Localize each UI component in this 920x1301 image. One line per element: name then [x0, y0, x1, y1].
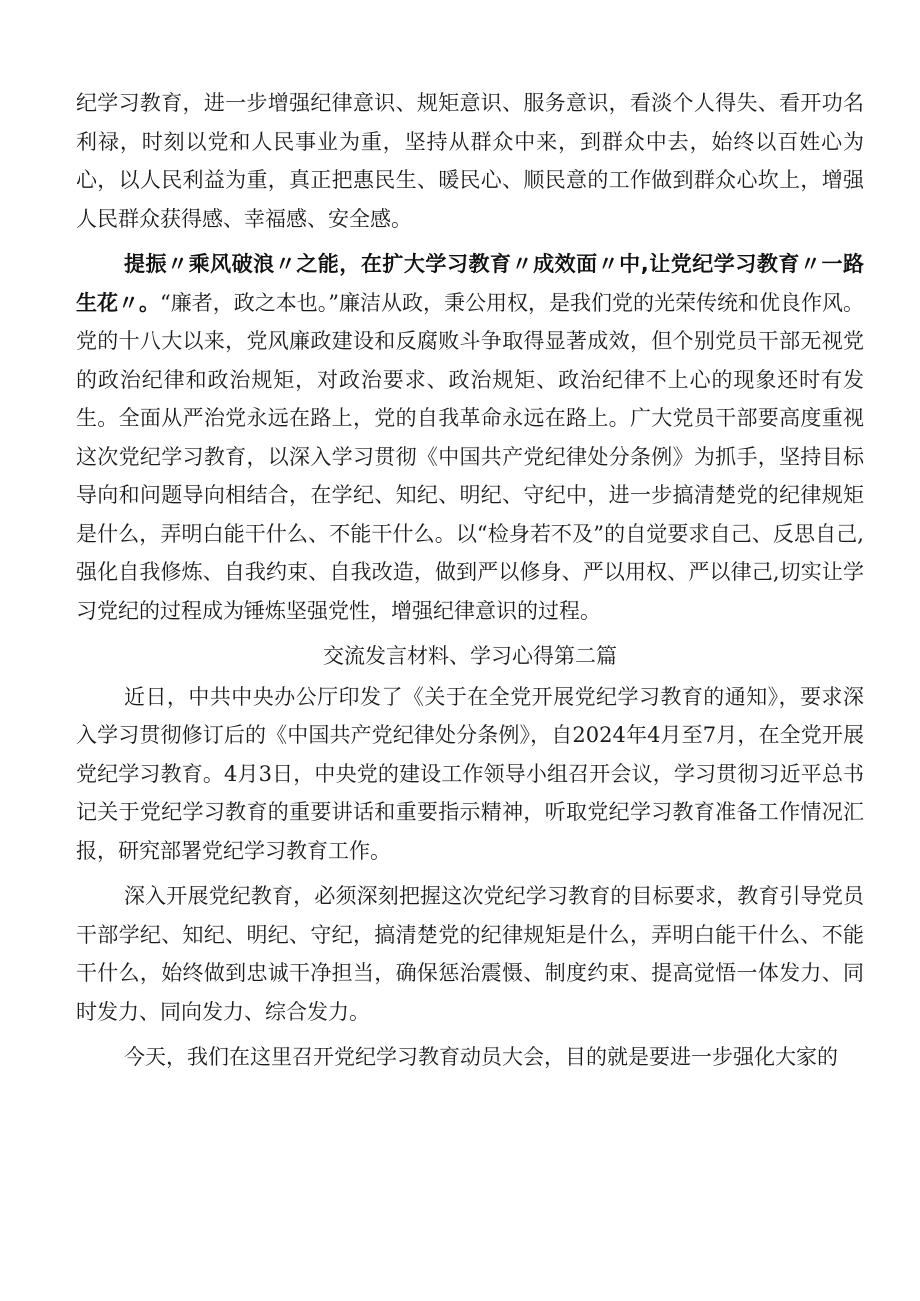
- paragraph-4: 深入开展党纪教育，必须深刻把握这次党纪学习教育的目标要求，教育引导党员干部学纪、知纪、明纪、守纪，搞清楚党的纪律规矩是什么，弄明白能干什么、不能干什么，始终做到忠诚干净担当，确保惩治震慑、制度约束、提高觉悟一体发力、同时发力、同向发力、综合发力。: [76, 884, 864, 1024]
- paragraph-2: [76, 245, 864, 630]
- paragraph-3: 近日，中共中央办公厅印发了《关于在全党开展党纪学习教育的通知》，要求深入学习贯彻修订后的《中国共产党纪律处分条例》，自2024年4月至7月，在全党开展党纪学习教育。4月3日，中央党的建设工作领导小组召开会议，学习贯彻习近平总书记关于党纪学习教育的重要讲话和重要指示精神，听取党纪学习教育准备工作情况汇报，研究部署党纪学习教育工作。: [76, 684, 864, 863]
- paragraph-2-body: “廉者，政之本也。”廉洁从政，秉公用权，是我们党的光荣传统和优良作风。党的十八大以来，党风廉政建设和反腐败斗争取得显著成效，但个别党员干部无视党的政治纪律和政治规矩，对政治要求、政治规矩、政治纪律不上心的现象还时有发生。全面从严治党永远在路上，党的自我革命永远在路上。广大党员干部要高度重视这次党纪学习教育，以深入学习贯彻《中国共产党纪律处分条例》为抓手，坚持目标导向和问题导向相结合，在学纪、知纪、明纪、守纪中，进一步搞清楚党的纪律规矩是什么，弄明白能干什么、不能干什么。以“检身若不及”的自觉要求自己、反思自己,强化自我修炼、自我约束、自我改造，做到严以修身、严以用权、严以律己,切实让学习党纪的过程成为锤炼坚强党性，增强纪律意识的过程。: [76, 290, 865, 623]
- paragraph-1: 纪学习教育，进一步增强纪律意识、规矩意识、服务意识，看淡个人得失、看开功名利禄，时刻以党和人民事业为重，坚持从群众中来，到群众中去，始终以百姓心为心，以人民利益为重，真正把惠民生、暖民心、顺民意的工作做到群众心坎上，增强人民群众获得感、幸福感、安全感。: [76, 91, 864, 231]
- paragraph-2-lead: 提振〃乘风破浪〃之能，在扩大学习教育〃成效面〃中,让党纪学习教育〃一路生花〃。: [76, 252, 864, 315]
- document-body: [76, 84, 864, 1084]
- paragraph-5: 今天，我们在这里召开党纪学习教育动员大会，目的就是要进一步强化大家的: [124, 1045, 838, 1069]
- section-heading: 交流发言材料、学习心得第二篇: [323, 644, 617, 668]
